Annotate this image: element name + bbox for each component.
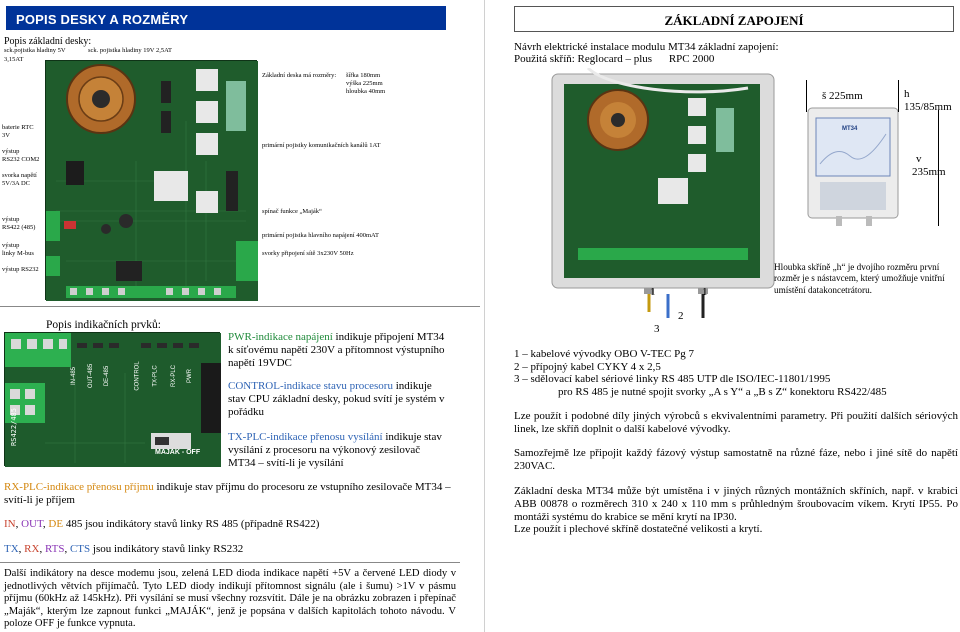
txplc-desc: indikuje stav vysílání z procesoru na výkonový zesilovač MT34 – svítí-li je vysílání <box>228 431 442 469</box>
fuse-5v-label: sck.pojistka hladiny 5V <box>4 47 66 54</box>
box-model: RPC 2000 <box>668 53 715 65</box>
pcb-label-in485: IN-485 <box>71 366 78 386</box>
pcb-label-rs422: RS422/485 <box>9 408 18 446</box>
label-5v-terminal-a: svorka napětí <box>2 172 37 179</box>
right-para-4: Lze použít i plechové skříně dostatečné velikosti a krytí. <box>514 523 763 535</box>
right-section-header: ZÁKLADNÍ ZAPOJENÍ <box>514 6 954 32</box>
label-mbus-b: linky M-bus <box>2 250 34 257</box>
device-front-photo <box>806 104 906 228</box>
cable-num-2: 2 <box>678 310 684 322</box>
indicator-txplc <box>228 431 448 470</box>
dim-width-line-2 <box>898 80 899 112</box>
label-mbus-a: výstup <box>2 242 20 249</box>
right-para-1: Lze použít i podobné díly jiných výrobců s ekvivalentními parametry. Při použití dalších sériových linek, lze skříň doplnit o další kabelové vývodky. <box>514 410 958 435</box>
legend-item-3: 3 – sdělovací kabel sériové linky RS 485 UTP dle ISO/IEC-11801/1995 <box>514 373 831 385</box>
pcb-label-majak: MAJAK - OFF <box>155 449 201 456</box>
rs232-desc: jsou indikátory stavů linky RS232 <box>92 543 244 555</box>
board-height: výška 225mm <box>346 80 383 87</box>
dim-depth-val: 135/85mm <box>904 101 952 113</box>
label-5v-terminal-b: 5V/3A DC <box>2 180 30 187</box>
label-beacon-switch: spínač funkce „Maják“ <box>262 208 322 215</box>
right-intro-1: Návrh elektrické instalace modulu MT34 základní zapojení: <box>514 41 779 53</box>
dim-depth-h: h <box>904 88 910 100</box>
rxplc-name: RX-PLC-indikace přenosu příjmu <box>4 481 154 493</box>
left-section-header: POPIS DESKY A ROZMĚRY <box>6 6 446 30</box>
pwr-name: PWR-indikace napájení <box>228 331 333 343</box>
rs232-tx: TX <box>4 543 19 555</box>
rxplc-desc: indikuje stav příjmu do procesoru ze vstupního zesilovače MT34 – svítí-li je příjem <box>4 481 451 506</box>
legend-item-4: pro RS 485 je nutné spojit svorky „A s Y“ a „B s Z“ konektoru RS422/485 <box>558 386 887 398</box>
label-main-fuse: primární pojistka hlavního napájení 400mAT <box>262 232 379 239</box>
rs232-rts: RTS <box>44 543 65 555</box>
box-type: Použitá skříň: Reglocard – plus <box>514 53 653 65</box>
label-comm-fuses: primární pojistky komunikačních kanálů 1AT <box>262 142 381 149</box>
txplc-name: TX-PLC-indikace přenosu vysílání <box>228 431 383 443</box>
label-rs232-com2-a: výstup <box>2 148 20 155</box>
pcb-label-control: CONTROL <box>134 361 141 391</box>
legend-item-2: 2 – přípojný kabel CYKY 4 x 2,5 <box>514 361 661 373</box>
label-mains-terminals: svorky připojení sítě 3x230V 50Hz <box>262 250 354 257</box>
dim-width-label: š 225mm <box>822 90 863 102</box>
indicators-title: Popis indikačních prvků: <box>46 319 161 331</box>
cable-num-1a: 1 <box>650 286 656 298</box>
depth-note: Hloubka skříně „h“ je dvojího rozměru první rozměr je s nástavcem, který umožňuje vnitřní umístění datakoncetrátoru. <box>774 262 945 295</box>
pwr-desc: indikuje připojení MT34 k síťovému napětí 230V a přítomnost výstupního napětí 19VDC <box>228 331 445 369</box>
label-rs422-a: výstup <box>2 216 20 223</box>
cable-num-3: 3 <box>654 323 660 335</box>
footer-paragraph: Další indikátory na desce modemu jsou, zelená LED dioda indikace napětí +5V a červené LED diody v jednotlivých větvích přijímačů. Tyto LED diody indikují přítomnost signálu (ale i šumu) >1V v pásmu příjmu (60kHz až 145kHz). Při vysílání se musí všechny rozsvítit. Dále je na obrázku zobrazen i přepínač „Maják“, kterým lze zapnout funkci „MAJÁK“, jenž je popsána v dalších kapitolách tohoto návodu. V poloze OFF je funkce vypnuta. <box>4 568 456 630</box>
label-rs232-out: výstup RS232 <box>2 266 39 273</box>
right-para-3: Základní deska MT34 může být umístěna i v jiných různých montážních skříních, např. v krabici ABB 00878 o rozměrech 310 x 240 x 110 mm s průhledným šroubovacím víkem. Krytí IP55. Po montáži systému do krabice se mění krytí na IP30. <box>514 485 958 523</box>
dim-height-v: v <box>916 153 922 165</box>
rs485-de: DE <box>48 518 64 530</box>
rs485-in: IN <box>4 518 16 530</box>
pcb-label-pwr: PWR <box>187 369 193 383</box>
cable-num-1b: 1 <box>702 286 708 298</box>
dim-height-val: 235mm <box>912 166 946 178</box>
indicator-board-photo <box>4 332 220 466</box>
basic-board-title: Popis základní desky: <box>4 36 92 47</box>
rs485-desc: 485 jsou indikátory stavů linky RS 485 (případně RS422) <box>65 518 320 530</box>
board-depth: hloubka 40mm <box>346 88 386 95</box>
dim-width-line <box>806 80 807 112</box>
label-rs232-com2-b: RS232 COM2 <box>2 156 40 163</box>
indicator-rs232: TX, RX, RTS, CTS jsou indikátory stavů linky RS232 <box>4 543 244 555</box>
control-name: CONTROL-indikace stavu procesoru <box>228 380 393 392</box>
indicator-control <box>228 380 448 419</box>
legend-item-1: 1 – kabelové vývodky OBO V-TEC Pg 7 <box>514 348 694 360</box>
label-rtc-battery: baterie RTC <box>2 124 34 131</box>
divider-left-bottom <box>0 562 460 563</box>
control-desc: indikuje stav CPU základní desky, pokud svítí je systém v pořádku <box>228 380 445 418</box>
pcb-label-de485: DE-485 <box>104 365 111 387</box>
main-board-photo <box>45 60 257 300</box>
pcb-label-txplc: TX-PLC <box>152 365 159 387</box>
enclosure-photo <box>548 68 778 318</box>
rs485-out: OUT <box>21 518 43 530</box>
rs232-cts: CTS <box>69 543 91 555</box>
device-front-label: MT34 <box>842 126 858 132</box>
pcb-label-rxplc: RX-PLC <box>171 364 178 388</box>
column-divider <box>484 0 485 632</box>
rs232-rx: RX <box>24 543 40 555</box>
indicator-pwr <box>228 331 448 370</box>
right-intro-2 <box>514 53 714 66</box>
board-dimensions-lead: Základní deska má rozměry: <box>262 72 337 79</box>
label-rtc-voltage: 3V <box>2 132 10 139</box>
fuse-5v-value: 3,15AT <box>4 56 24 63</box>
fuse-19v-label: sck. pojistka hladiny 19V 2,5AT <box>88 47 173 54</box>
label-rs422-b: RS422 (485) <box>2 224 36 231</box>
indicator-rs485: IN, OUT, DE 485 jsou indikátory stavů linky RS 485 (případně RS422) <box>4 518 320 530</box>
indicator-rxplc <box>4 481 454 507</box>
board-width: šířka 180mm <box>346 72 381 79</box>
pcb-label-out485: OUT-485 <box>88 363 95 389</box>
right-para-2: Samozřejmě lze připojit každý fázový výstup samostatně na různé fáze, nebo i jiné sítě do napětí 230VAC. <box>514 447 958 472</box>
divider-left-top <box>0 306 480 307</box>
